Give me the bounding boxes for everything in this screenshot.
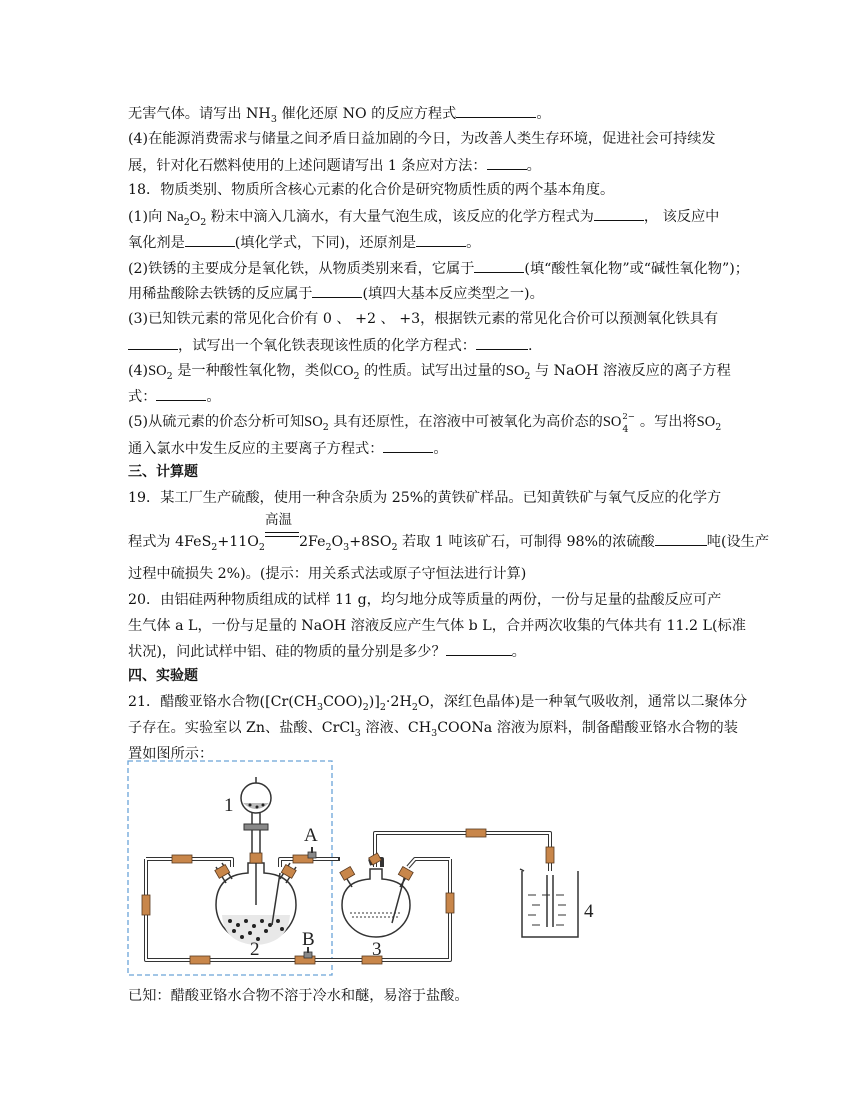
valve-a bbox=[308, 847, 316, 858]
beaker-4 bbox=[520, 869, 578, 937]
q18-intro: 18．物质类别、物质所含核心元素的化合价是研究物质性质的两个基本角度。 bbox=[128, 182, 615, 198]
answer-blank[interactable] bbox=[312, 283, 362, 298]
reaction-condition: 高温 bbox=[265, 526, 299, 546]
answer-blank[interactable] bbox=[474, 258, 524, 273]
q18-part5-line1: (5)从硫元素的价态分析可知$SO_2$ 具有还原性，在溶液中可被氧化为高价态的SO 2− 4 。写出将$SO_2$ bbox=[128, 412, 722, 435]
q20-line2: 生气体 a L，一份与足量的 NaOH 溶液反应产生气体 b L，合并两次收集的气体共有 11.2 L(标准 bbox=[128, 618, 746, 634]
q17-line: 无害气体。请写出 $NH_3$ 催化还原 NO 的反应方程式 。 bbox=[128, 103, 551, 130]
q21-line3: 置如图所示： bbox=[128, 746, 214, 762]
section-heading-calculation: 三、计算题 bbox=[128, 464, 198, 480]
q18-part1-line1: (1)向 $Na_2O_2$ 粉末中滴入几滴水，有大量气泡生成，该反应的化学方程式为 ， 该反应中 bbox=[128, 206, 719, 233]
answer-blank[interactable] bbox=[128, 335, 178, 350]
apparatus-diagram bbox=[120, 755, 610, 985]
flask-3 bbox=[340, 867, 413, 937]
q18-part3-line2: ，试写出一个氧化铁表现该性质的化学方程式： . bbox=[128, 335, 532, 356]
q17-part4-line1: (4)在能源消费需求与储量之间矛盾日益加剧的今日，为改善人类生存环境，促进社会可持续发 bbox=[128, 131, 716, 147]
label-a: A bbox=[304, 825, 318, 846]
answer-blank[interactable] bbox=[446, 641, 512, 656]
label-3: 3 bbox=[372, 939, 382, 960]
q18-part4-line1: $(4)SO_2$ 是一种酸性氧化物，类似$CO_2$ 的性质。试写出过量的$SO_2$ 与 NaOH 溶液反应的离子方程 bbox=[128, 363, 731, 382]
q20-line3: 状况)，问此试样中铝、硅的物质的量分别是多少？ 。 bbox=[128, 641, 526, 662]
q18-part2-line1: (2)铁锈的主要成分是氧化铁，从物质类别来看，它属于 (填“酸性氧化物”或“碱性氧化物”)； bbox=[128, 258, 749, 279]
q21-known-note: 已知：醋酸亚铬水合物不溶于冷水和醚，易溶于盐酸。 bbox=[128, 988, 469, 1004]
q18-part2-line2: 用稀盐酸除去铁锈的反应属于 (填四大基本反应类型之一)。 bbox=[128, 283, 544, 304]
answer-blank[interactable] bbox=[185, 232, 235, 247]
q19-line2: 程式为 $4FeS_2+11O_2$ 高温 $2Fe_2O_3+8SO_2$ 若取 1 吨该矿石，可制得 98%的浓硫酸 吨(设生产 bbox=[128, 512, 770, 553]
q18-part1-line2: 氧化剂是 (填化学式，下同)，还原剂是 。 bbox=[128, 232, 480, 253]
label-2: 2 bbox=[250, 939, 260, 960]
section-heading-experiment: 四、实验题 bbox=[128, 668, 198, 684]
answer-blank[interactable] bbox=[416, 232, 466, 247]
q17-part4-line2: 展，针对化石燃料使用的上述问题请写出 1 条应对方法： 。 bbox=[128, 155, 541, 176]
answer-blank[interactable] bbox=[156, 386, 206, 401]
q21-line2: 子存在。实验室以 Zn、盐酸、CrCl$_3$ 溶液、$CH_3COONa$ 溶液为原料，制备醋酸亚铬水合物的装 bbox=[128, 720, 738, 739]
q18-part3-line1: (3)已知铁元素的常见化合价有 0 、 +2 、 +3，根据铁元素的常见化合价可以预测氧化铁具有 bbox=[128, 311, 719, 327]
q20-line1: 20．由铝硅两种物质组成的试样 11 g，均匀地分成等质量的两份，一份与足量的盐酸反应可产 bbox=[128, 592, 722, 608]
q19-line3: 过程中硫损失 2%)。(提示：用关系式法或原子守恒法进行计算) bbox=[128, 566, 527, 582]
answer-blank[interactable] bbox=[476, 335, 528, 350]
q18-part5-line2: 通入氯水中发生反应的主要离子方程式： 。 bbox=[128, 438, 448, 459]
q21-line1: 21．醋酸亚铬水合物$([Cr(CH_3COO)_2)]_2\cdot 2H_2O$，深红色晶体)是一种氧气吸收剂，通常以二聚体分 bbox=[128, 694, 748, 713]
answer-blank[interactable] bbox=[594, 206, 644, 221]
answer-blank[interactable] bbox=[487, 155, 527, 170]
q18-part4-line2: 式： 。 bbox=[128, 386, 221, 407]
q19-line1: 19．某工厂生产硫酸，使用一种含杂质为 25%的黄铁矿样品。已知黄铁矿与氧气反应的化学方 bbox=[128, 490, 722, 506]
answer-blank[interactable] bbox=[655, 531, 707, 546]
label-1: 1 bbox=[224, 795, 234, 816]
answer-blank[interactable] bbox=[383, 438, 433, 453]
answer-blank[interactable] bbox=[456, 103, 536, 118]
label-b: B bbox=[302, 929, 315, 950]
label-4: 4 bbox=[584, 901, 594, 922]
